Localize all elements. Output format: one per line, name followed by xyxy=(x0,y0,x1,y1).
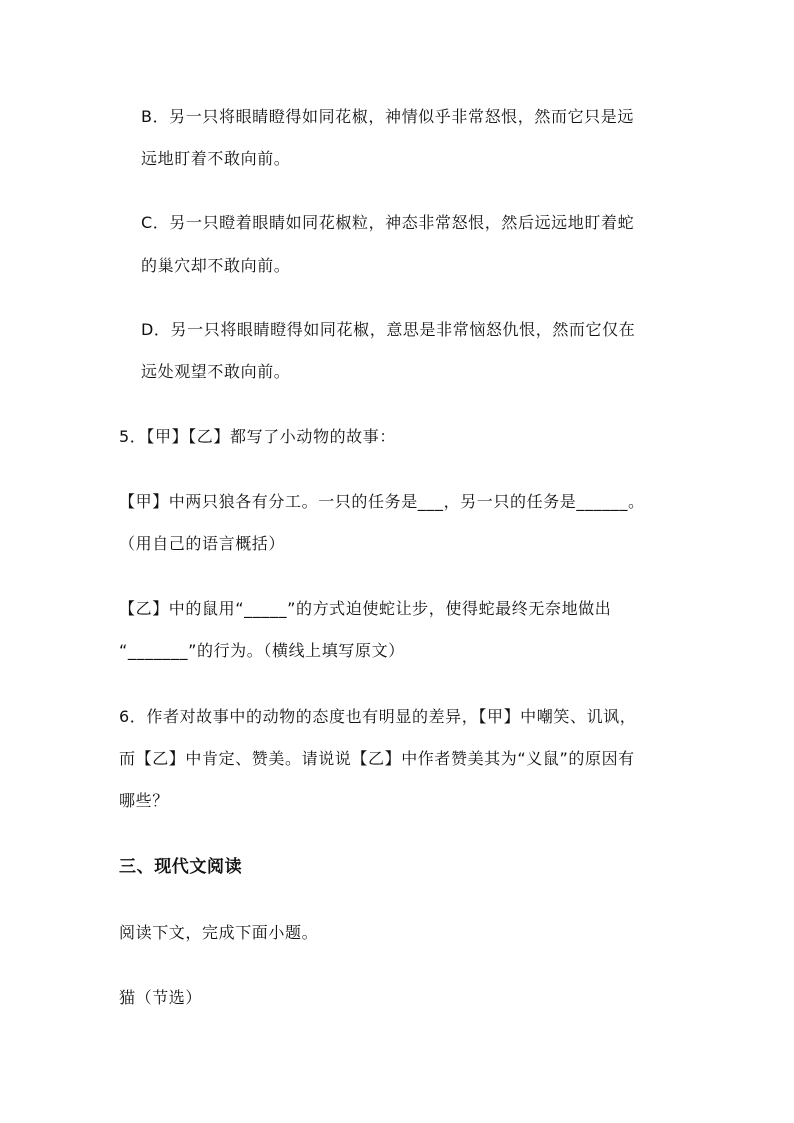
option-b-line-1: B．另一只将眼睛瞪得如同花椒，神情似乎非常怒恨，然而它只是远 xyxy=(141,107,634,126)
section-heading: 三、现代文阅读 xyxy=(119,857,243,877)
question-5-yi-line-2: “_______”的行为。（横线上填写原文） xyxy=(119,641,405,660)
question-6-line-2: 而【乙】中肯定、赞美。请说说【乙】中作者赞美其为“义鼠”的原因有 xyxy=(119,749,635,768)
option-c-line-2: 的巢穴却不敢向前。 xyxy=(141,256,291,275)
question-5-jia-line-1: 【甲】中两只狼各有分工。一只的任务是___，另一只的任务是______。 xyxy=(119,492,645,511)
option-d-line-1: D．另一只将眼睛瞪得如同花椒，意思是非常恼怒仇恨，然而它仅在 xyxy=(141,320,636,339)
question-5-stem: 5．【甲】【乙】都写了小动物的故事： xyxy=(119,427,396,446)
question-5-jia-line-2: （用自己的语言概括） xyxy=(119,534,286,553)
option-d-line-2: 远处观望不敢向前。 xyxy=(141,362,291,381)
question-5-yi-line-1: 【乙】中的鼠用“_____”的方式迫使蛇让步，使得蛇最终无奈地做出 xyxy=(119,599,612,618)
reading-instruction: 阅读下文，完成下面小题。 xyxy=(119,923,319,942)
option-c-line-1: C．另一只瞪着眼睛如同花椒粒，神态非常怒恨，然后远远地盯着蛇 xyxy=(141,213,635,232)
option-b-line-2: 远地盯着不敢向前。 xyxy=(141,149,291,168)
question-6-line-1: 6．作者对故事中的动物的态度也有明显的差异，【甲】中嘲笑、讥讽， xyxy=(119,707,637,726)
passage-title: 猫（节选） xyxy=(119,988,203,1007)
question-6-line-3: 哪些？ xyxy=(119,791,169,810)
